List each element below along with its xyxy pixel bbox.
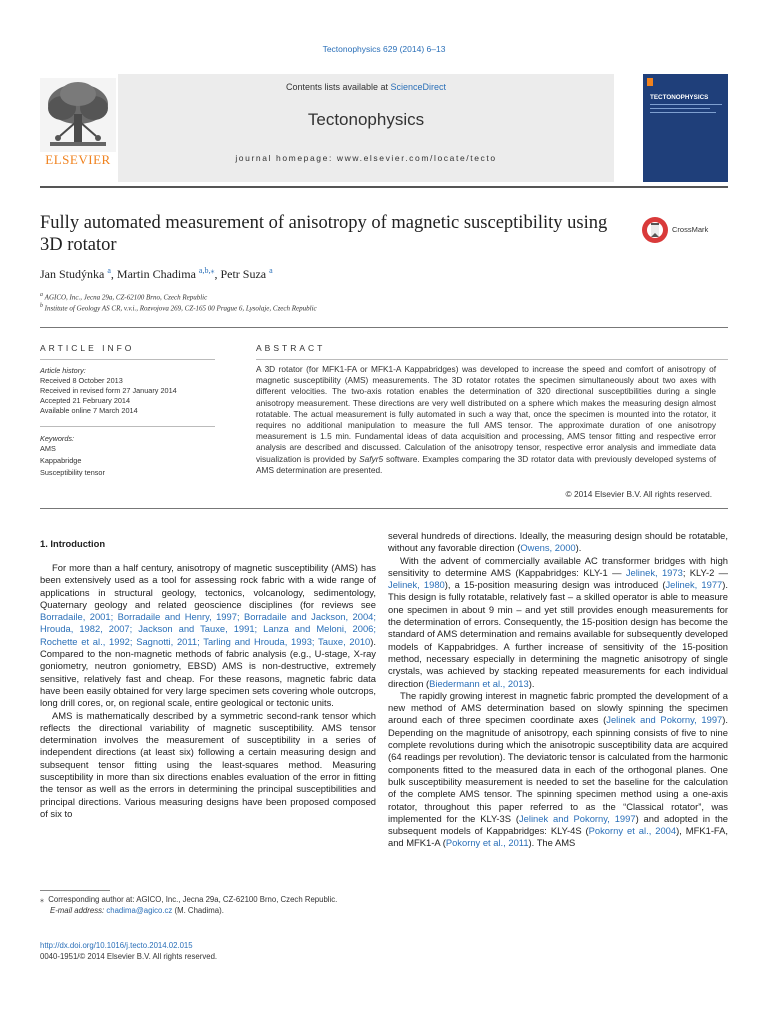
article-info-rule [40, 359, 215, 360]
article-info-heading: ARTICLE INFO [40, 343, 135, 353]
abstract-rule [256, 359, 728, 360]
left-column [40, 562, 376, 820]
crossmark-label[interactable]: CrossMark [672, 225, 709, 234]
footnote-email-line [40, 905, 380, 916]
footnote-mark: ⁎ [40, 895, 44, 904]
section-rule [40, 327, 728, 328]
footnote-line [40, 894, 380, 905]
affiliation-mark: b [40, 303, 43, 309]
author-name[interactable]: Petr Suza [220, 267, 267, 281]
contents-line [118, 82, 614, 92]
keyword[interactable]: Susceptibility tensor [40, 468, 105, 477]
paragraph-text: For more than a half century, anisotropy of magnetic susceptibility (AMS) has been extensively used as a tool for assessing rock fabric with a wide range of applications in structural geology, tectonics, volcanology, sedimentology, Quaternary geology and related geoscience disciplines (for reviews see [40, 562, 376, 610]
doi-link[interactable]: http://dx.doi.org/10.1016/j.tecto.2014.02.015 [40, 941, 193, 950]
header-rule [40, 186, 728, 188]
history-label: Article history: [40, 366, 86, 375]
affiliation-text: Institute of Geology AS CR, v.v.i., Rozvojova 269, CZ-165 00 Prague 6, Lysolaje, Czech Republic [44, 304, 317, 313]
abstract-bottom-rule [40, 508, 728, 509]
paper-title: Fully automated measurement of anisotropy of magnetic susceptibility using 3D rotator [40, 213, 608, 255]
author-name[interactable]: Jan Studýnka [40, 267, 105, 281]
issn-line: 0040-1951/© 2014 Elsevier B.V. All rights reserved. [40, 952, 218, 961]
paragraph-text: several hundreds of directions. Ideally, the measuring design should be rotatable, without any favorable direction ( [388, 530, 728, 554]
history-revised: Received in revised form 27 January 2014 [40, 386, 177, 395]
paragraph-text: ). Depending on the magnitude of anisotropy, each spinning consists of five to nine complete revolutions during which the anisotropic susceptibility data are acquired (64 readings per revolution). The deviatoric tensor is calculated from the harmonic components fitted to the measured data in each of the orthogonal planes. One bulk susceptibility measurement is needed to set the baseline for the calculation of the complete AMS tensor. The spinning specimen method using a one-axis rotator, throughout this paper referred to as the “Classical rotator”, was implemented for the KLY-3S ( [388, 714, 728, 824]
journal-reference[interactable]: Tectonophysics 629 (2014) 6–13 [322, 44, 446, 54]
author-affiliation-mark[interactable]: a [107, 266, 111, 275]
abstract-body: A 3D rotator (for MFK1-FA or MFK1-A Kappabridges) was developed to increase the speed and comfort of anisotropy of magnetic susceptibility (AMS) measurements. The 3D rotator rotates the specimen simultaneously about two axes with different velocities. The two-axis rotation enables the determination of 320 directional susceptibilities during a single anisotropy measurement. These directions are very well distributed on a sphere which makes the measuring design almost rotatable. The actual measurement is fully automated in such a way that, once the specimen is mounted into the rotator, it requires no additional manipulation to measure the full AMS tensor. The approximate duration of one anisotropy measurement is 1.5 min. Fundamental ideas of data acquisition and processing, AMS tensor fitting and respective error analysis are described and discussed. Calculation of the anisotropy tensor, respective error analysis and immediate data visualization is provided by [256, 364, 716, 464]
email-link[interactable]: chadima@agico.cz [106, 906, 173, 915]
citation-link[interactable]: Owens, 2000 [520, 542, 576, 554]
affiliation [40, 292, 207, 301]
citation-link[interactable]: Biedermann et al., 2013 [429, 677, 529, 689]
paragraph-text: ). This design is fully rotatable, relatively fast – a skilled operator is able to measure one specimen in about 9 min – and yet still provides enough measurements for the determination of errors. Consequently, the 15-position design has become the standard of AMS determination and remains available for subsequently developed models of Kappabridges. A further increase of sensitivity of the 15-position method, necessary especially in determining the magnetic anisotropy of single crystals, was achieved by stacking repeated measurements for each individual direction ( [388, 579, 728, 689]
journal-homepage[interactable]: journal homepage: www.elsevier.com/locate/tecto [235, 153, 497, 163]
paragraph-text: ). [528, 677, 535, 689]
citation-link[interactable]: Jelinek and Pokorny, 1997 [606, 714, 723, 726]
paragraph-text: ; KLY-2 — [682, 566, 728, 578]
paragraph-text: ), MFK1-FA, and MFK1-A ( [388, 825, 729, 849]
contents-prefix: Contents lists available at [285, 82, 391, 92]
email-label: E-mail address: [50, 906, 107, 915]
abstract-text [256, 364, 716, 476]
doi-block [40, 940, 217, 962]
citation-link[interactable]: Jelinek, 1980 [388, 579, 445, 591]
author-list: Jan Studýnka $^a$, Martin Chadima $^{a,b,⁎}$, Petr Suza $^a$ [40, 266, 273, 281]
citation-link[interactable]: Borradaile, 2001; Borradaile and Henry, 1997; Borradaile and Jackson, 2004; Hrouda, 1982, 2007; Jackson and Tauxe, 1991; Lanza and Meloni, 2006; Rochette et al., 1992; Sagnotti, 2011; Tarling and Hrouda, 1993; Tauxe, 2010 [40, 611, 376, 647]
affiliation-text: AGICO, Inc., Jecna 29a, CZ-62100 Brno, Czech Republic [44, 293, 208, 302]
paragraph: AMS is mathematically described by a symmetric second-rank tensor which reflects the directional variability of magnetic susceptibility. AMS tensor determination involves the measurement of susceptibility in a series of independent directions (at least six) following a certain measuring design and subsequent tensor fitting using the least-squares method. Measuring susceptibility in more than six directions enables evaluation of the error in fitting the tensor as well as the errors in determining the principal susceptibilities and principal directions. Various measuring designs have been proposed composed of six to [40, 709, 376, 819]
paragraph [388, 690, 728, 850]
software-name: Safyr5 [359, 453, 384, 464]
paragraph-text: ) and adopted in the subsequent models of Kappabridges: KLY-4S ( [388, 812, 729, 837]
email-suffix: (M. Chadima). [172, 906, 224, 915]
cover-elsevier-mark [647, 78, 653, 86]
paragraph-text: ), a 15-position measuring design was introduced ( [444, 579, 666, 591]
cover-stripe [650, 112, 716, 113]
journal-cover[interactable] [643, 74, 728, 182]
citation-link[interactable]: Pokorny et al., 2004 [588, 825, 677, 837]
sciencedirect-link[interactable]: ScienceDirect [390, 82, 447, 92]
elsevier-wordmark: ELSEVIER [45, 152, 111, 167]
paragraph [388, 530, 728, 555]
footnote-text: Corresponding author at: AGICO, Inc., Jecna 29a, CZ-62100 Brno, Czech Republic. [48, 895, 338, 904]
author-name[interactable]: Martin Chadima [116, 267, 196, 281]
keywords-label: Keywords: [40, 434, 75, 443]
author-affiliation-mark[interactable]: a,b,⁎ [198, 266, 215, 275]
citation-link[interactable]: Jelinek, 1973 [625, 566, 683, 578]
footnote [40, 894, 380, 916]
paragraph [388, 555, 728, 690]
section-heading-introduction: 1. Introduction [40, 538, 106, 549]
paragraph-text: ). Compared to the non-magnetic methods of fabric analysis (e.g., U-stage, X-ray goniometry, neutron goniometry, EBSD) AMS is non-destructive, extremely sensitive, relatively fast and cheap. For these reasons, magnetic fabric data have been easily obtained for very large specimen sets covering whole outcrops, long drill cores, or, on regional scale, entire geological or tectonic units. [40, 635, 376, 709]
abstract-copyright: © 2014 Elsevier B.V. All rights reserved. [565, 489, 712, 499]
citation-link[interactable]: Jelinek, 1977 [665, 579, 723, 591]
journal-name: Tectonophysics [307, 110, 425, 129]
paragraph-text: The rapidly growing interest in magnetic fabric prompted the development of a new method of AMS determination based on slowly spinning the specimen around each of three specimen coordinate axes ( [388, 689, 728, 726]
paragraph-text: ). [575, 542, 582, 554]
footnote-rule [40, 890, 110, 891]
author-affiliation-mark[interactable]: a [269, 266, 273, 275]
citation-link[interactable]: Pokorny et al., 2011 [445, 837, 529, 849]
history-accepted: Accepted 21 February 2014 [40, 396, 131, 405]
affiliation-mark: a [40, 292, 43, 298]
cover-stripe [650, 104, 722, 105]
cover-title: TECTONOPHYSICS [650, 94, 709, 101]
right-column [388, 530, 728, 850]
citation-link[interactable]: Jelinek and Pokorny, 1997 [518, 812, 636, 824]
keyword[interactable]: Kappabridge [40, 456, 82, 465]
article-info-rule [40, 426, 215, 427]
keyword[interactable]: AMS [40, 444, 56, 453]
history-online: Available online 7 March 2014 [40, 406, 138, 415]
paragraph-text: ). The AMS [528, 837, 576, 849]
affiliation [40, 303, 317, 312]
paragraph [40, 562, 376, 710]
paragraph-text: With the advent of commercially available AC transformer bridges with high sensitivity to determine AMS (Kappabridges: KLY-1 — [388, 554, 728, 578]
history-received: Received 8 October 2013 [40, 376, 123, 385]
abstract-body-end: software. Examples comparing the 3D rotator data with previously developed systems of AMS determination are presented. [256, 453, 717, 475]
cover-stripe [650, 108, 710, 109]
abstract-heading: ABSTRACT [256, 343, 326, 353]
